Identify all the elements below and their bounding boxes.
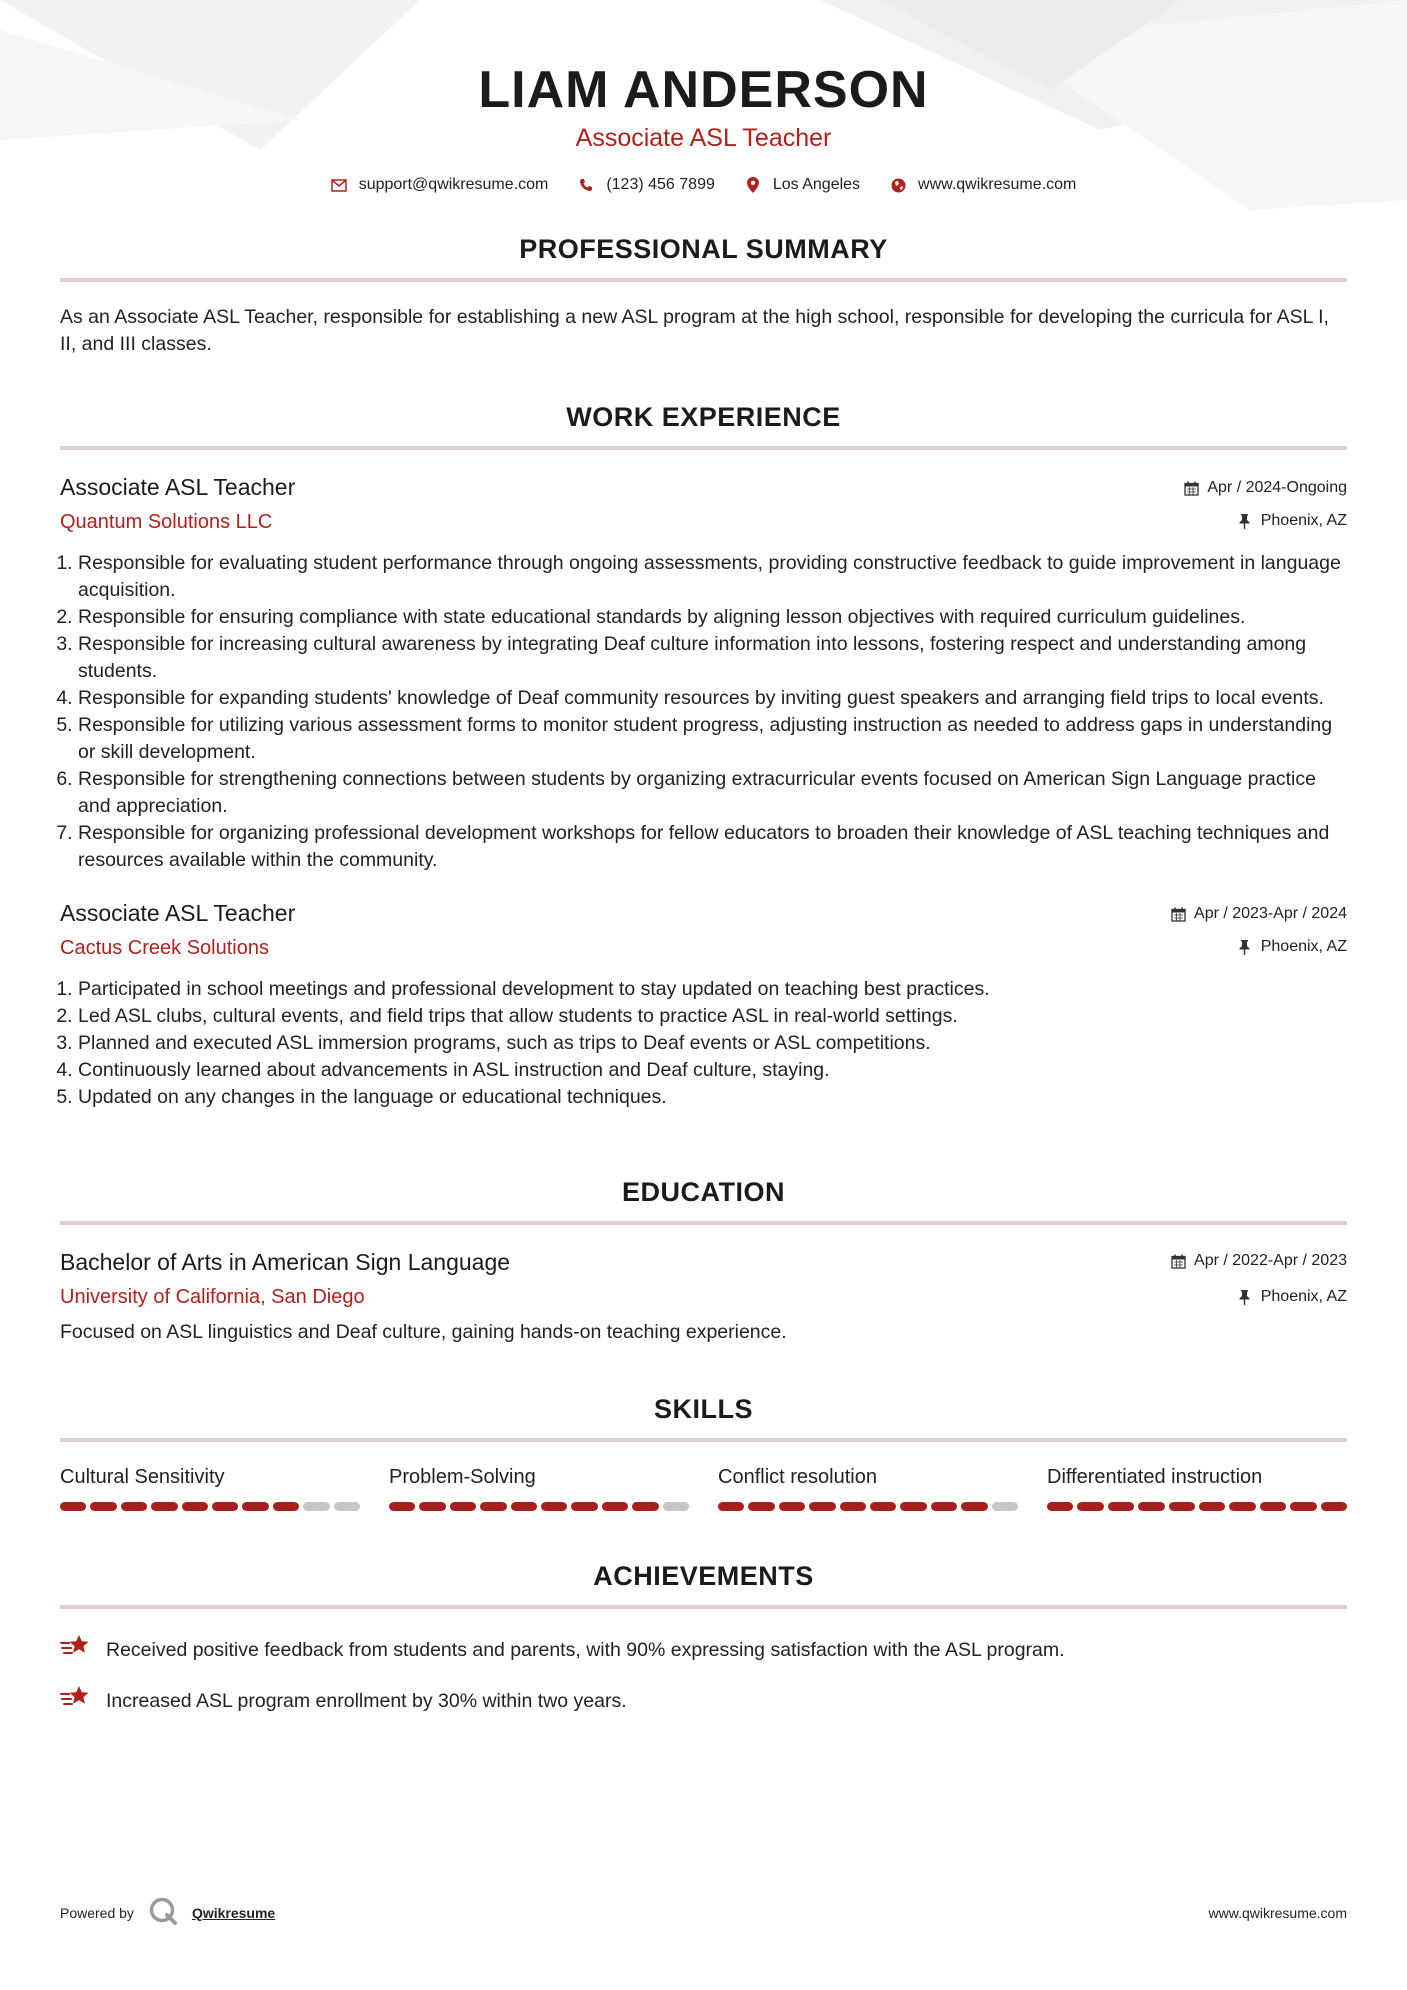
job-duties [60, 550, 1347, 874]
envelope-icon [331, 177, 347, 193]
achievements-section [60, 1559, 1347, 1718]
skill-segment-filled [151, 1502, 177, 1511]
email-text: support@qwikresume.com [358, 176, 549, 193]
globe-icon [890, 177, 906, 193]
achievements-divider [60, 1605, 1347, 1609]
skill-segment-filled [242, 1502, 268, 1511]
education-dates: Apr / 2022-Apr / 2023 [1194, 1252, 1347, 1269]
pushpin-icon [1237, 939, 1253, 955]
skill-segment-filled [1199, 1502, 1225, 1511]
skill-name: Cultural Sensitivity [60, 1466, 225, 1488]
pushpin-icon [1237, 1289, 1253, 1305]
shooting-star-icon [60, 1684, 92, 1718]
achievements-title: ACHIEVEMENTS [593, 1561, 814, 1591]
contact-email[interactable] [331, 176, 549, 194]
skill-segment-empty [992, 1502, 1018, 1511]
skill-segment-filled [273, 1502, 299, 1511]
calendar-icon [1183, 480, 1199, 496]
duty-item: 6. Responsible for strengthening connections between students by organizing extracurricular events focused on American Sign Language practice and appreciation. [78, 766, 1347, 820]
phone-icon [578, 177, 594, 193]
qwikresume-link[interactable]: Qwikresume [191, 1904, 276, 1921]
skill-item [60, 1464, 360, 1511]
skill-segment-empty [334, 1502, 360, 1511]
skill-segment-filled [182, 1502, 208, 1511]
powered-by [60, 1896, 275, 1929]
duty-item: 3. Responsible for increasing cultural awareness by integrating Deaf culture information into lessons, fostering respect and understanding among students. [78, 631, 1347, 685]
education-divider [60, 1221, 1347, 1225]
contact-phone[interactable] [578, 176, 715, 194]
skill-item [718, 1464, 1018, 1511]
skill-segment-filled [1077, 1502, 1103, 1511]
skill-segment-filled [870, 1502, 896, 1511]
skills-list [60, 1464, 1347, 1511]
education-entry [60, 1247, 1347, 1346]
duty-item: 4. Responsible for expanding students' knowledge of Deaf community resources by inviting guest speakers and arranging field trips to local events. [78, 685, 1347, 712]
skill-level-bar [718, 1502, 1018, 1511]
experience-divider [60, 446, 1347, 450]
calendar-icon [1170, 1253, 1186, 1269]
achievement-item [60, 1684, 1347, 1718]
experience-title: WORK EXPERIENCE [566, 402, 841, 432]
job-title: Associate ASL Teacher [60, 900, 296, 926]
skill-segment-filled [450, 1502, 476, 1511]
skill-name: Differentiated instruction [1047, 1466, 1263, 1488]
contact-bar [60, 176, 1347, 194]
summary-section [60, 232, 1347, 358]
summary-title: PROFESSIONAL SUMMARY [519, 234, 888, 264]
skill-segment-filled [480, 1502, 506, 1511]
skill-segment-filled [1229, 1502, 1255, 1511]
skill-segment-filled [121, 1502, 147, 1511]
skill-segment-filled [1290, 1502, 1316, 1511]
footer-website[interactable]: www.qwikresume.com [1208, 1904, 1347, 1921]
skill-level-bar [60, 1502, 360, 1511]
skill-segment-filled [809, 1502, 835, 1511]
skill-segment-filled [60, 1502, 86, 1511]
summary-divider [60, 278, 1347, 282]
duty-item: 7. Responsible for organizing professional development workshops for fellow educators to broaden their knowledge of ASL teaching techniques and resources available within the community. [78, 820, 1347, 874]
skill-item [389, 1464, 689, 1511]
achievement-text: Received positive feedback from students and parents, with 90% expressing satisfaction with the ASL program. [106, 1638, 1065, 1661]
degree-title: Bachelor of Arts in American Sign Language [60, 1249, 511, 1275]
skills-title: SKILLS [653, 1394, 753, 1424]
job-dates: Apr / 2023-Apr / 2024 [1194, 905, 1347, 922]
skill-segment-filled [931, 1502, 957, 1511]
skill-segment-filled [1321, 1502, 1347, 1511]
resume-header [60, 0, 1347, 194]
summary-text: As an Associate ASL Teacher, responsible for establishing a new ASL program at the high school, responsible for developing the curricula for ASL I, II, and III classes. [60, 306, 1329, 355]
skill-segment-filled [1108, 1502, 1134, 1511]
skill-item [1047, 1464, 1347, 1511]
skill-segment-filled [602, 1502, 628, 1511]
education-description: Focused on ASL linguistics and Deaf culture, gaining hands-on teaching experience. [60, 1321, 787, 1343]
contact-location [745, 176, 860, 194]
phone-text: (123) 456 7899 [606, 176, 715, 193]
duty-item: 5. Updated on any changes in the language or educational techniques. [78, 1084, 1347, 1111]
duty-item: 4. Continuously learned about advancements in ASL instruction and Deaf culture, staying. [78, 1057, 1347, 1084]
skill-segment-empty [663, 1502, 689, 1511]
skill-level-bar [389, 1502, 689, 1511]
location-text: Los Angeles [772, 176, 861, 193]
job-duties [60, 976, 1347, 1111]
job-entry [60, 898, 1347, 1111]
candidate-name: LIAM ANDERSON [478, 61, 929, 119]
skill-name: Problem-Solving [389, 1466, 536, 1488]
duty-item: 3. Planned and executed ASL immersion programs, such as trips to Deaf events or ASL competitions. [78, 1030, 1347, 1057]
duty-item: 1. Responsible for evaluating student performance through ongoing assessments, providing constructive feedback to guide improvement in language acquisition. [78, 550, 1347, 604]
education-title: EDUCATION [622, 1177, 785, 1207]
skill-segment-filled [1047, 1502, 1073, 1511]
skill-segment-filled [632, 1502, 658, 1511]
skill-segment-filled [419, 1502, 445, 1511]
page-footer [60, 1896, 1347, 1929]
job-entry [60, 472, 1347, 874]
skill-segment-empty [303, 1502, 329, 1511]
contact-website[interactable] [890, 176, 1076, 194]
skill-segment-filled [900, 1502, 926, 1511]
website-text: www.qwikresume.com [918, 176, 1077, 193]
achievement-text: Increased ASL program enrollment by 30% within two years. [106, 1689, 627, 1712]
skill-segment-filled [212, 1502, 238, 1511]
duty-item: 2. Responsible for ensuring compliance with state educational standards by aligning lesson objectives with required curriculum guidelines. [78, 604, 1347, 631]
duty-item: 5. Responsible for utilizing various assessment forms to monitor student progress, adjusting instruction as needed to address gaps in understanding or skill development. [78, 712, 1347, 766]
achievements-list [60, 1633, 1347, 1718]
skill-segment-filled [571, 1502, 597, 1511]
skill-segment-filled [840, 1502, 866, 1511]
skill-segment-filled [541, 1502, 567, 1511]
pushpin-icon [1237, 513, 1253, 529]
skill-segment-filled [90, 1502, 116, 1511]
skill-segment-filled [779, 1502, 805, 1511]
skills-section [60, 1392, 1347, 1511]
job-location: Phoenix, AZ [1260, 938, 1347, 955]
skill-name: Conflict resolution [718, 1466, 877, 1488]
qwikresume-logo-icon [148, 1896, 178, 1929]
job-company: Cactus Creek Solutions [60, 937, 269, 959]
skill-segment-filled [961, 1502, 987, 1511]
shooting-star-icon [60, 1633, 92, 1667]
duty-item: 1. Participated in school meetings and professional development to stay updated on teaching best practices. [78, 976, 1347, 1003]
job-dates: Apr / 2024-Ongoing [1207, 479, 1347, 496]
experience-section [60, 400, 1347, 1111]
skill-segment-filled [389, 1502, 415, 1511]
candidate-role: Associate ASL Teacher [575, 124, 832, 152]
job-location: Phoenix, AZ [1260, 512, 1347, 529]
powered-by-label: Powered by [60, 1904, 134, 1921]
achievement-item [60, 1633, 1347, 1667]
skill-segment-filled [1169, 1502, 1195, 1511]
duty-item: 2. Led ASL clubs, cultural events, and field trips that allow students to practice ASL in real-world settings. [78, 1003, 1347, 1030]
skill-segment-filled [511, 1502, 537, 1511]
job-title: Associate ASL Teacher [60, 474, 296, 500]
skill-level-bar [1047, 1502, 1347, 1511]
calendar-icon [1170, 906, 1186, 922]
skill-segment-filled [1138, 1502, 1164, 1511]
education-location: Phoenix, AZ [1260, 1288, 1347, 1305]
school-name: University of California, San Diego [60, 1286, 365, 1308]
map-pin-icon [745, 177, 761, 193]
education-section [60, 1175, 1347, 1346]
job-company: Quantum Solutions LLC [60, 511, 273, 533]
skills-divider [60, 1438, 1347, 1442]
skill-segment-filled [1260, 1502, 1286, 1511]
skill-segment-filled [718, 1502, 744, 1511]
skill-segment-filled [748, 1502, 774, 1511]
